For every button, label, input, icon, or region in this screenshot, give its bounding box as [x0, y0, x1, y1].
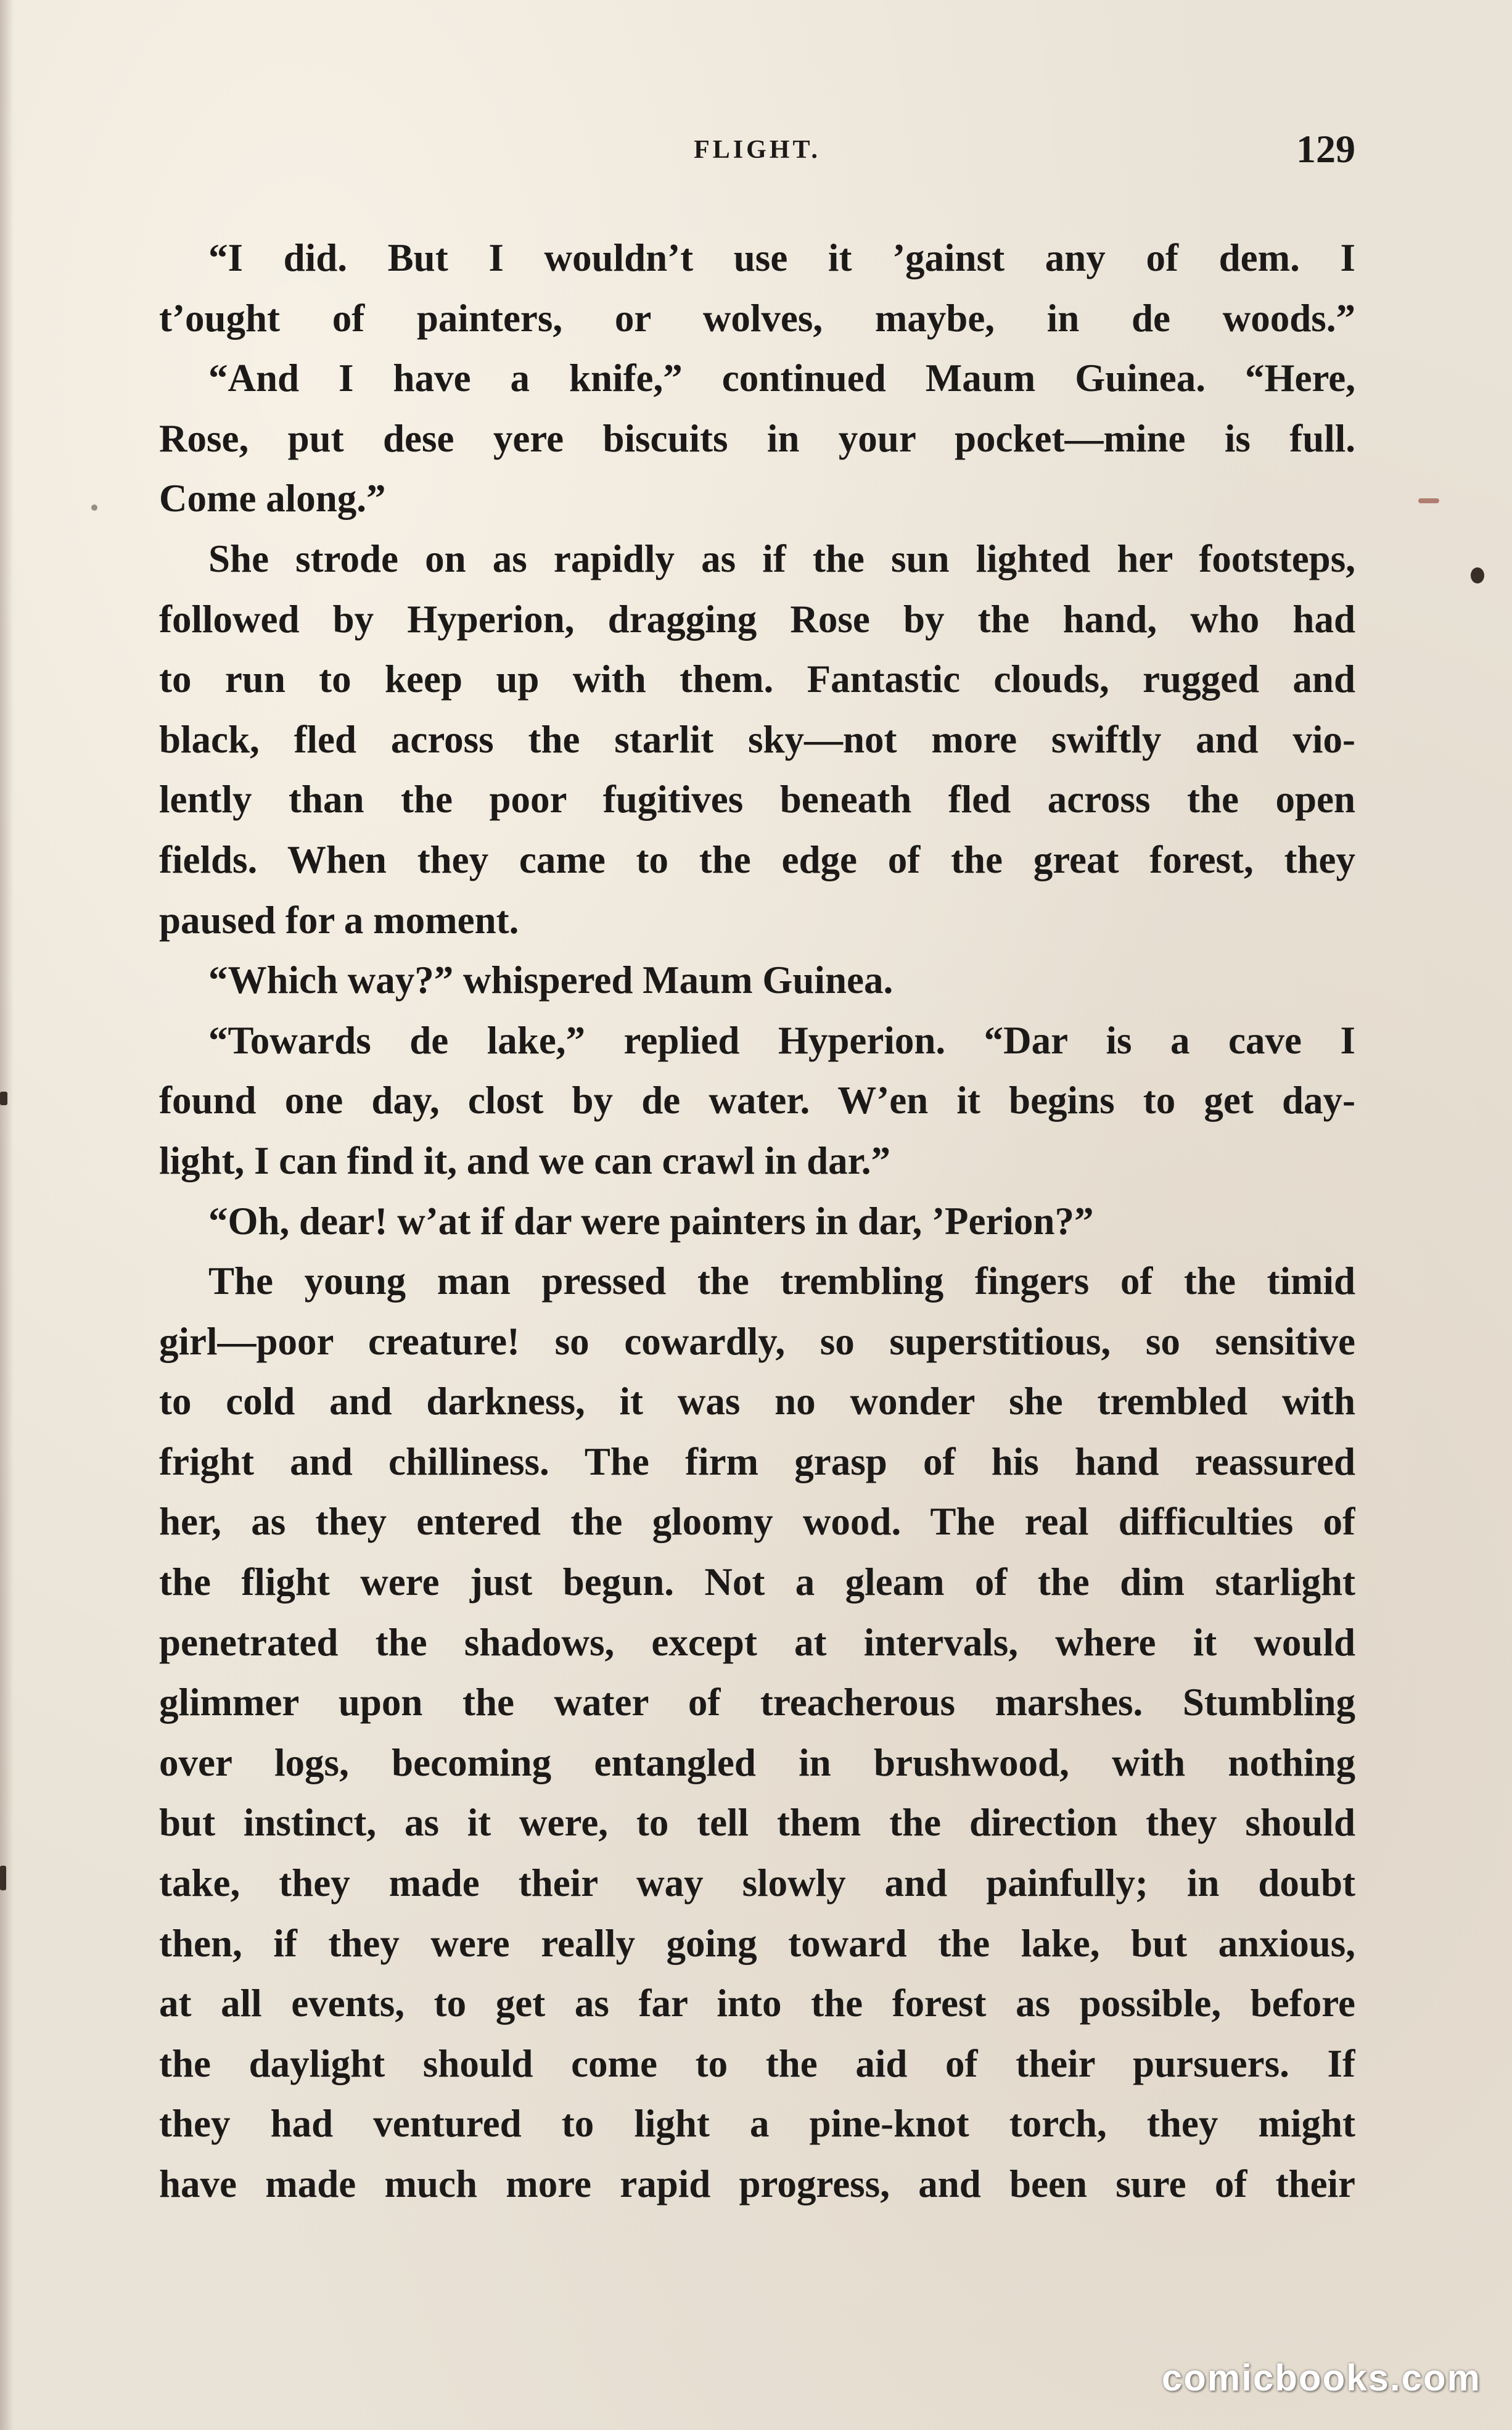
- text-line: “And I have a knife,” continued Maum Guinea. “Here,: [208, 356, 1355, 400]
- text-line: black, fled across the starlit sky—not more swiftly and vio-: [159, 717, 1355, 761]
- text-line: then, if they were really going toward the lake, but anxious,: [159, 1921, 1355, 1965]
- text-line: found one day, clost by de water. W’en it begins to get day-: [159, 1079, 1355, 1122]
- text-line: at all events, to get as far into the forest as possible, before: [159, 1982, 1355, 2025]
- text-line: lently than the poor fugitives beneath fled across the open: [159, 778, 1355, 822]
- text-line: The young man pressed the trembling fingers of the timid: [208, 1259, 1355, 1303]
- text-line: “I did. But I wouldn’t use it ’gainst any of dem. I: [208, 236, 1355, 279]
- paper-speck: [91, 505, 97, 511]
- text-line: to cold and darkness, it was no wonder she trembled with: [159, 1380, 1355, 1423]
- text-line: penetrated the shadows, except at intervals, where it would: [159, 1620, 1355, 1664]
- text-line: the flight were just begun. Not a gleam of the dim starlight: [159, 1560, 1355, 1604]
- text-line: glimmer upon the water of treacherous marshes. Stumbling: [159, 1681, 1355, 1724]
- text-line: light, I can find it, and we can crawl in dar.”: [159, 1139, 891, 1182]
- text-line: “Towards de lake,” replied Hyperion. “Dar is a cave I: [208, 1018, 1355, 1062]
- running-title: FLIGHT.: [694, 136, 821, 164]
- text-line: fields. When they came to the edge of the great forest, they: [159, 838, 1355, 881]
- text-line: “Oh, dear! w’at if dar were painters in dar, ’Perion?”: [208, 1199, 1094, 1243]
- text-line: take, they made their way slowly and painfully; in doubt: [159, 1861, 1355, 1905]
- text-line: followed by Hyperion, dragging Rose by the hand, who had: [159, 597, 1355, 641]
- text-line: paused for a moment.: [159, 898, 519, 942]
- text-line: her, as they entered the gloomy wood. The real difficulties of: [159, 1500, 1355, 1544]
- paper-speck: [1471, 567, 1484, 583]
- text-line: have made much more rapid progress, and been sure of their: [159, 2162, 1355, 2206]
- text-line: fright and chilliness. The firm grasp of his hand reassured: [159, 1439, 1355, 1483]
- text-line: Come along.”: [159, 477, 386, 521]
- paper-speck: [0, 1092, 7, 1105]
- site-watermark: comicbooks.com: [1161, 2357, 1481, 2399]
- page-number: 129: [1296, 127, 1355, 171]
- text-line: t’ought of painters, or wolves, maybe, in de woods.”: [159, 296, 1355, 340]
- text-line: to run to keep up with them. Fantastic clouds, rugged and: [159, 657, 1355, 701]
- text-line: She strode on as rapidly as if the sun lighted her footsteps,: [208, 537, 1355, 580]
- page-edge-shadow: [0, 0, 14, 2430]
- text-line: the daylight should come to the aid of their pursuers. If: [159, 2041, 1355, 2085]
- body-text: [159, 228, 1355, 2215]
- text-line: “Which way?” whispered Maum Guinea.: [208, 958, 894, 1002]
- text-line: Rose, put dese yere biscuits in your pocket—mine is full.: [159, 416, 1355, 460]
- text-line: but instinct, as it were, to tell them the direction they should: [159, 1801, 1355, 1845]
- text-line: over logs, becoming entangled in brushwood, with nothing: [159, 1740, 1355, 1784]
- paper-speck: [0, 1866, 6, 1890]
- text-line: girl—poor creature! so cowardly, so superstitious, so sensitive: [159, 1319, 1355, 1363]
- text-line: they had ventured to light a pine-knot torch, they might: [159, 2102, 1355, 2146]
- running-head: [159, 126, 1355, 176]
- paper-speck: [1418, 498, 1439, 503]
